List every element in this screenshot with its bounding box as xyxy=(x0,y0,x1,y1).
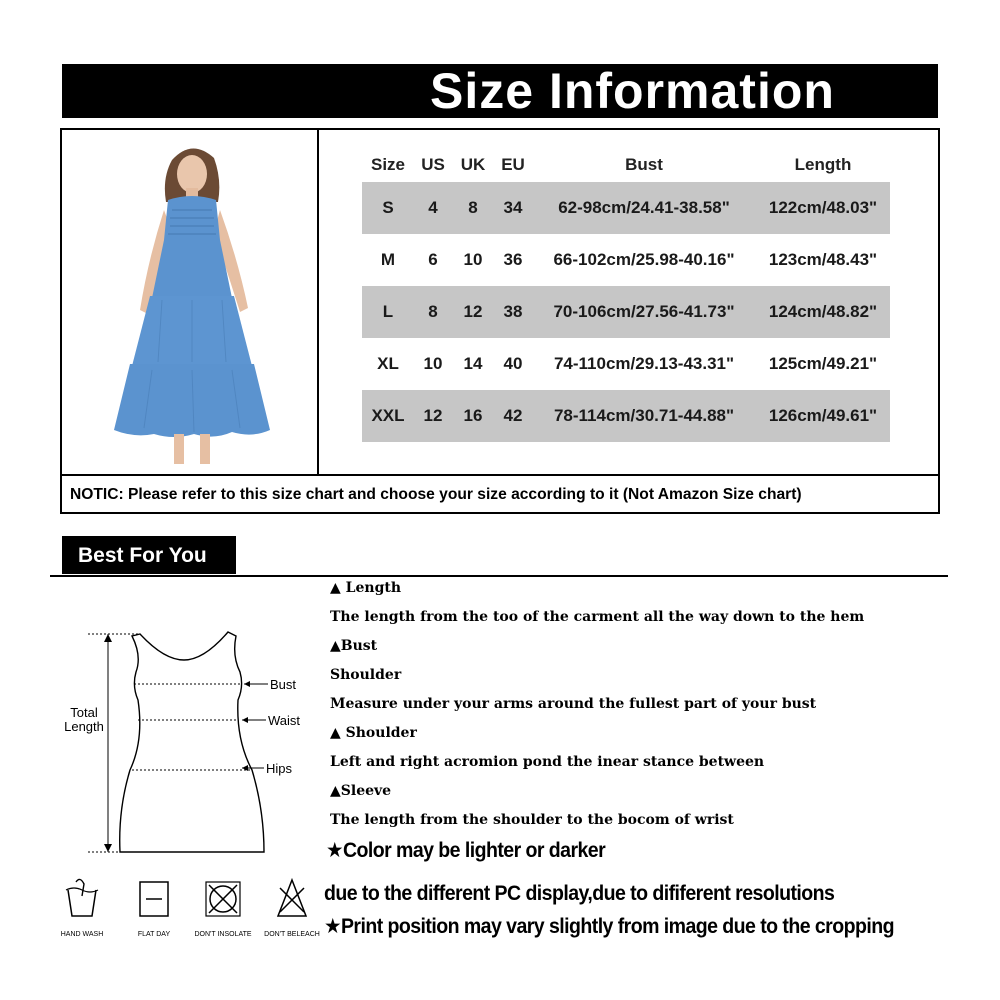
care-icons xyxy=(60,876,330,946)
flat-dry-icon xyxy=(140,882,168,916)
header-bust: Bust xyxy=(625,155,663,174)
header-uk: UK xyxy=(460,155,486,174)
dont-bleach-icon xyxy=(278,880,306,916)
cell-bust: 66-102cm/25.98-40.16" xyxy=(553,250,735,269)
cell-eu: 36 xyxy=(503,250,523,269)
flat-dry-label: FLAT DAY xyxy=(137,931,171,938)
length-label: Length xyxy=(64,719,104,734)
waist-label: Waist xyxy=(268,713,301,728)
measure-text-sleeve: The length from the shoulder to the bocom of wrist xyxy=(330,812,734,828)
best-for-you-label: Best For You xyxy=(78,544,207,567)
note-print: ★Print position may vary slightly from image due to the cropping xyxy=(324,915,894,938)
hips-label: Hips xyxy=(266,761,293,776)
cell-bust: 74-110cm/29.13-43.31" xyxy=(553,354,735,373)
cell-length: 122cm/48.03" xyxy=(756,182,890,234)
cell-length: 125cm/49.21" xyxy=(768,354,878,373)
table-row xyxy=(362,390,890,442)
cell-us: 12 xyxy=(414,390,452,442)
cell-uk: 12 xyxy=(452,286,494,338)
panel-divider-horizontal xyxy=(62,474,938,476)
cell-size: XXL xyxy=(362,390,414,442)
cell-bust: 70-106cm/27.56-41.73" xyxy=(532,286,756,338)
panel-divider-vertical xyxy=(317,130,319,474)
page-title: Size Information xyxy=(430,63,835,119)
hand-wash-label: HAND WASH xyxy=(60,931,104,938)
header-eu: EU xyxy=(501,155,525,174)
cell-length: 126cm/49.61" xyxy=(756,390,890,442)
header-us: US xyxy=(421,155,445,174)
cell-size: XL xyxy=(377,354,399,373)
size-table-header-row xyxy=(362,148,890,182)
table-row xyxy=(362,286,890,338)
hand-wash-icon xyxy=(66,879,98,916)
cell-us: 10 xyxy=(423,354,443,373)
measure-heading-shoulder: ▲ Shoulder xyxy=(330,725,417,741)
cell-us: 8 xyxy=(414,286,452,338)
best-for-you-tab xyxy=(62,536,236,574)
size-notice: NOTIC: Please refer to this size chart and choose your size according to it (Not Amazon Size chart) xyxy=(70,486,802,503)
size-chart-panel xyxy=(60,128,940,514)
header-length: Length xyxy=(794,155,852,174)
cell-size: S xyxy=(362,182,414,234)
measure-text-bust: Measure under your arms around the fullest part of your bust xyxy=(330,696,817,712)
dress-measurement-diagram xyxy=(56,620,316,860)
cell-length: 123cm/48.43" xyxy=(768,250,878,269)
cell-uk: 8 xyxy=(452,182,494,234)
note-display: due to the different PC display,due to dififerent resolutions xyxy=(324,882,835,905)
bust-label: Bust xyxy=(270,677,297,692)
cell-length: 124cm/48.82" xyxy=(756,286,890,338)
size-table xyxy=(362,148,890,442)
length-arrow-top xyxy=(104,634,112,642)
cell-uk: 16 xyxy=(452,390,494,442)
cell-eu: 38 xyxy=(494,286,532,338)
measurement-instructions xyxy=(330,580,950,841)
total-label: Total xyxy=(70,705,98,720)
measure-text-length: The length from the too of the carment all the way down to the hem xyxy=(330,609,865,625)
cell-us: 4 xyxy=(414,182,452,234)
measure-heading-shoulder-alt: Shoulder xyxy=(330,667,402,683)
note-color: ★Color may be lighter or darker xyxy=(326,839,606,862)
bust-arrowhead xyxy=(244,681,250,687)
cell-uk: 10 xyxy=(463,250,483,269)
cell-size: L xyxy=(362,286,414,338)
measure-heading-sleeve: ▲Sleeve xyxy=(330,783,392,799)
length-arrow-bottom xyxy=(104,844,112,852)
dont-bleach-label: DON'T BELEACH xyxy=(264,931,320,938)
waist-arrowhead xyxy=(242,717,248,723)
cell-bust: 62-98cm/24.41-38.58" xyxy=(532,182,756,234)
cell-bust: 78-114cm/30.71-44.88" xyxy=(532,390,756,442)
cell-uk: 14 xyxy=(463,354,483,373)
cell-eu: 42 xyxy=(494,390,532,442)
dress-outline xyxy=(120,632,264,852)
cell-eu: 40 xyxy=(503,354,523,373)
dont-insolate-icon xyxy=(206,882,240,916)
cell-us: 6 xyxy=(428,250,438,269)
table-row xyxy=(362,234,890,286)
table-row xyxy=(362,338,890,390)
measure-heading-length: ▲ Length xyxy=(330,580,402,596)
cell-size: M xyxy=(380,250,396,269)
cell-eu: 34 xyxy=(494,182,532,234)
header-size: Size xyxy=(370,155,406,174)
table-row xyxy=(362,182,890,234)
section-rule xyxy=(50,575,948,577)
measure-text-shoulder: Left and right acromion pond the inear stance between xyxy=(330,754,765,770)
measure-heading-bust: ▲Bust xyxy=(330,638,378,654)
title-banner xyxy=(62,64,938,118)
dont-insolate-label: DON'T INSOLATE xyxy=(194,931,252,938)
dress-model-photo xyxy=(102,140,282,470)
